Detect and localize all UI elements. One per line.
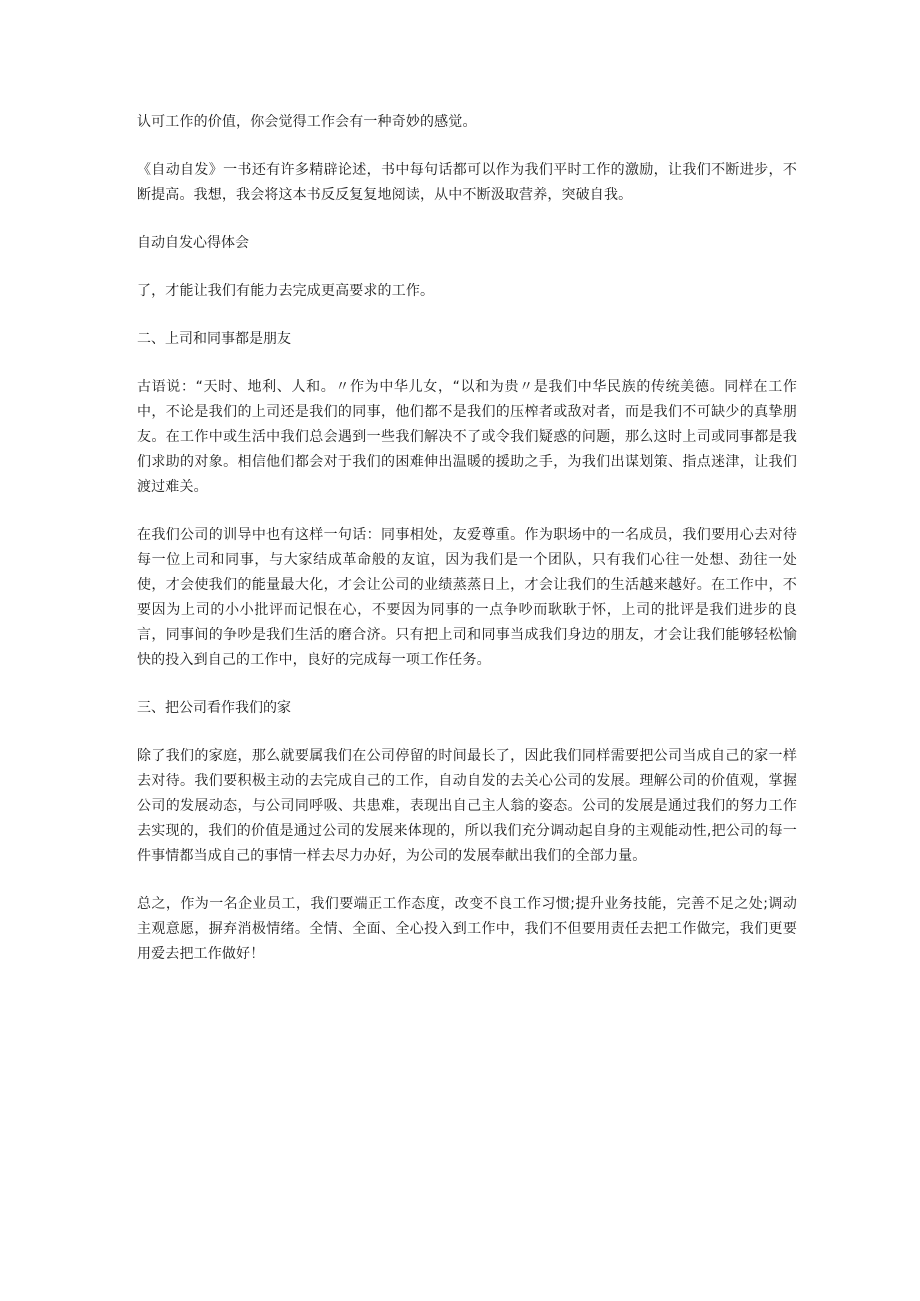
paragraph-ability: 了，才能让我们有能力去完成更高要求的工作。 [137,283,435,299]
paragraph-book-review: 《自动自发》一书还有许多精辟论述，书中每句话都可以作为我们平时工作的激励，让我们不断进步，不断提高。我想，我会将这本书反反复复地阅读，从中不断汲取营养，突破自我。 [137,162,797,203]
paragraph-work-value: 认可工作的价值，你会觉得工作会有一种奇妙的感觉。 [137,114,477,130]
paragraph-company-motto: 在我们公司的训导中也有这样一句话：同事相处，友爱尊重。作为职场中的一名成员，我们要用心去对待每一位上司和同事，与大家结成革命般的友谊，因为我们是一个团队，只有我们心往一处想、劲往一处使，才会使我们的能量最大化，才会让公司的业绩蒸蒸日上，才会让我们的生活越来越好。在工作中，不要因为上司的小小批评而记恨在心，不要因为同事的一点争吵而耿耿于怀，上司的批评是我们进步的良言，同事间的争吵是我们生活的磨合济。只有把上司和同事当成我们身边的朋友，才会让我们能够轻松愉快的投入到自己的工作中，良好的完成每一项工作任务。 [137,527,797,668]
section-title: 自动自发心得体会 [137,235,249,251]
paragraph-ancient-saying: 古语说：“天时、地利、人和。〃作为中华儿女，“以和为贵〃是我们中华民族的传统美德。同样在工作中，不论是我们的上司还是我们的同事，他们都不是我们的压榨者或敌对者，而是我们不可缺少的真挚朋友。在工作中或生活中我们总会遇到一些我们解决不了或令我们疑惑的问题，那么这时上司或同事都是我们求助的对象。相信他们都会对于我们的困难伸出温暖的援助之手，为我们出谋划策、指点迷津，让我们渡过难关。 [137,379,797,495]
heading-company-home: 三、把公司看作我们的家 [137,700,291,716]
paragraph-conclusion: 总之，作为一名企业员工，我们要端正工作态度，改变不良工作习惯;提升业务技能，完善不足之处;调动主观意愿，摒弃消极情绪。全情、全面、全心投入到工作中，我们不但要用责任去把工作做完，我们更要用爱去把工作做好！ [137,896,797,962]
paragraph-company-family: 除了我们的家庭，那么就要属我们在公司停留的时间最长了，因此我们同样需要把公司当成自己的家一样去对待。我们要积极主动的去完成自己的工作，自动自发的去关心公司的发展。理解公司的价值观，掌握公司的发展动态，与公司同呼吸、共患难，表现出自己主人翁的姿态。公司的发展是通过我们的努力工作去实现的，我们的价值是通过公司的发展来体现的，所以我们充分调动起自身的主观能动性,把公司的每一件事情都当成自己的事情一样去尽力办好，为公司的发展奉献出我们的全部力量。 [137,748,797,864]
heading-colleagues-friends: 二、上司和同事都是朋友 [137,331,291,347]
document-body [137,110,797,990]
